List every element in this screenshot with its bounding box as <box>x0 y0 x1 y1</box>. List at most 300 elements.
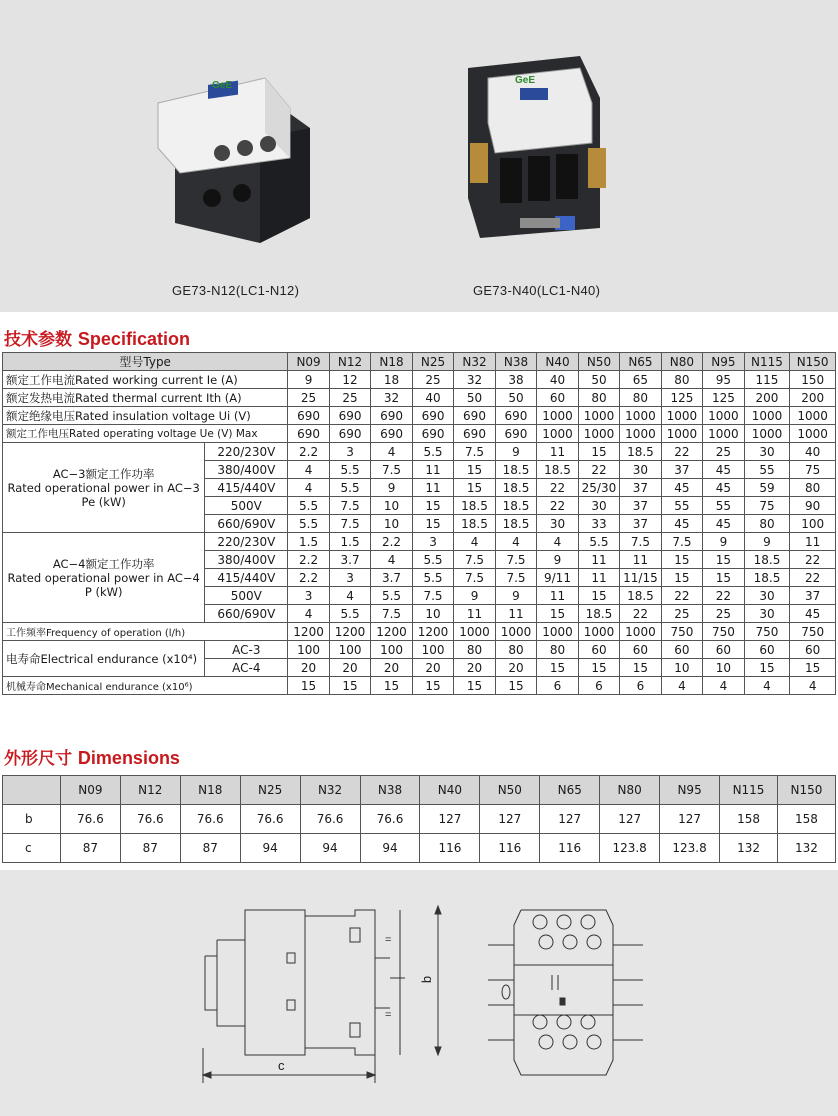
ac4-group-label <box>3 533 205 623</box>
value-cell: 4 <box>454 533 495 551</box>
ac3-row <box>3 443 836 461</box>
value-cell: 750 <box>703 623 744 641</box>
value-cell: 15 <box>744 659 790 677</box>
value-cell: 690 <box>329 407 370 425</box>
value-cell: 690 <box>412 407 453 425</box>
value-cell: 33 <box>578 515 619 533</box>
value-cell: 132 <box>777 834 835 863</box>
spec-row <box>3 407 836 425</box>
value-cell: 1.5 <box>288 533 329 551</box>
model-header-cell: N65 <box>620 353 661 371</box>
value-cell: 1200 <box>412 623 453 641</box>
value-cell: 100 <box>412 641 453 659</box>
value-cell: 15 <box>790 659 836 677</box>
value-cell: 5.5 <box>329 605 370 623</box>
electrical-sub: AC-4 <box>205 659 288 677</box>
value-cell: 55 <box>744 461 790 479</box>
value-cell: 45 <box>703 515 744 533</box>
brand-logo: GeE <box>212 80 233 91</box>
value-cell: 22 <box>703 587 744 605</box>
ac3-label-cn: AC−3额定工作功率 <box>52 466 155 481</box>
value-cell: 3.7 <box>371 569 412 587</box>
value-cell: 690 <box>371 425 412 443</box>
value-cell: 80 <box>537 641 578 659</box>
dimension-b-label: b <box>419 975 435 984</box>
value-cell: 9/11 <box>537 569 578 587</box>
value-cell: 25 <box>703 443 744 461</box>
row-label: 额定绝缘电压Rated insulation voltage Ui (V) <box>3 407 288 425</box>
value-cell: 1000 <box>620 623 661 641</box>
value-cell: 15 <box>537 659 578 677</box>
value-cell: 100 <box>329 641 370 659</box>
model-header-cell: N50 <box>578 353 619 371</box>
value-cell: 5.5 <box>371 587 412 605</box>
voltage-cell: 380/400V <box>205 461 288 479</box>
value-cell: 15 <box>703 551 744 569</box>
value-cell: 37 <box>661 461 702 479</box>
value-cell: 200 <box>790 389 836 407</box>
value-cell: 11 <box>537 587 578 605</box>
value-cell: 9 <box>371 479 412 497</box>
value-cell: 15 <box>454 677 495 695</box>
value-cell: 2.2 <box>371 533 412 551</box>
value-cell: 22 <box>537 497 578 515</box>
value-cell: 15 <box>454 461 495 479</box>
value-cell: 4 <box>288 479 329 497</box>
value-cell: 50 <box>454 389 495 407</box>
value-cell: 4 <box>661 677 702 695</box>
row-label: 额定工作电流Rated working current Ie (A) <box>3 371 288 389</box>
value-cell: 150 <box>790 371 836 389</box>
spec-section-title <box>4 325 190 350</box>
value-cell: 1000 <box>537 623 578 641</box>
value-cell: 20 <box>329 659 370 677</box>
value-cell: 116 <box>420 834 480 863</box>
value-cell: 94 <box>360 834 420 863</box>
value-cell: 750 <box>661 623 702 641</box>
dim-model-header: N50 <box>480 776 540 805</box>
value-cell: 22 <box>537 479 578 497</box>
value-cell: 18.5 <box>620 587 661 605</box>
value-cell: 690 <box>495 407 536 425</box>
dimension-drawing-band <box>0 870 838 1116</box>
value-cell: 80 <box>661 371 702 389</box>
value-cell: 75 <box>790 461 836 479</box>
value-cell: 1000 <box>537 425 578 443</box>
electrical-sub: AC-3 <box>205 641 288 659</box>
dim-model-header: N65 <box>540 776 600 805</box>
value-cell: 94 <box>240 834 300 863</box>
value-cell: 20 <box>495 659 536 677</box>
value-cell: 50 <box>495 389 536 407</box>
value-cell: 10 <box>661 659 702 677</box>
value-cell: 80 <box>620 389 661 407</box>
spec-row <box>3 371 836 389</box>
value-cell: 80 <box>790 479 836 497</box>
value-cell: 20 <box>454 659 495 677</box>
value-cell: 4 <box>703 677 744 695</box>
side-view-drawing <box>195 888 455 1103</box>
value-cell: 37 <box>620 515 661 533</box>
dim-header-row <box>3 776 836 805</box>
value-cell: 1000 <box>578 425 619 443</box>
dim-corner-cell <box>3 776 61 805</box>
value-cell: 750 <box>744 623 790 641</box>
value-cell: 87 <box>180 834 240 863</box>
value-cell: 100 <box>790 515 836 533</box>
value-cell: 18.5 <box>620 443 661 461</box>
product-photo-band <box>0 0 838 312</box>
value-cell: 10 <box>412 605 453 623</box>
value-cell: 4 <box>288 605 329 623</box>
value-cell: 15 <box>661 569 702 587</box>
model-header-cell: N38 <box>495 353 536 371</box>
value-cell: 690 <box>288 425 329 443</box>
value-cell: 6 <box>620 677 661 695</box>
dim-model-header: N09 <box>60 776 120 805</box>
value-cell: 18.5 <box>454 497 495 515</box>
dimension-c-label: c <box>278 1058 285 1073</box>
value-cell: 76.6 <box>180 805 240 834</box>
voltage-cell: 660/690V <box>205 605 288 623</box>
value-cell: 7.5 <box>371 605 412 623</box>
value-cell: 38 <box>495 371 536 389</box>
dim-row-label: b <box>3 805 61 834</box>
value-cell: 11 <box>790 533 836 551</box>
value-cell: 1000 <box>744 425 790 443</box>
value-cell: 5.5 <box>412 551 453 569</box>
value-cell: 9 <box>495 587 536 605</box>
value-cell: 9 <box>744 533 790 551</box>
value-cell: 11 <box>620 551 661 569</box>
model-header-cell: N32 <box>454 353 495 371</box>
spec-row <box>3 425 836 443</box>
spec-header-row <box>3 353 836 371</box>
frequency-label: 工作频率Frequency of operation (l/h) <box>3 623 288 641</box>
value-cell: 1000 <box>578 407 619 425</box>
value-cell: 60 <box>620 641 661 659</box>
value-cell: 9 <box>454 587 495 605</box>
value-cell: 1000 <box>790 425 836 443</box>
value-cell: 158 <box>777 805 835 834</box>
value-cell: 11 <box>578 551 619 569</box>
value-cell: 11 <box>454 605 495 623</box>
contactor-n40-image <box>460 48 620 253</box>
value-cell: 25 <box>412 371 453 389</box>
value-cell: 18.5 <box>744 551 790 569</box>
value-cell: 60 <box>661 641 702 659</box>
value-cell: 6 <box>578 677 619 695</box>
value-cell: 76.6 <box>120 805 180 834</box>
value-cell: 5.5 <box>288 515 329 533</box>
value-cell: 115 <box>744 371 790 389</box>
value-cell: 45 <box>703 479 744 497</box>
value-cell: 100 <box>371 641 412 659</box>
dim-model-header: N38 <box>360 776 420 805</box>
value-cell: 7.5 <box>412 587 453 605</box>
value-cell: 158 <box>720 805 778 834</box>
value-cell: 6 <box>537 677 578 695</box>
value-cell: 30 <box>744 587 790 605</box>
dim-title-cn: 外形尺寸 <box>4 749 78 769</box>
value-cell: 25 <box>661 605 702 623</box>
value-cell: 60 <box>537 389 578 407</box>
value-cell: 7.5 <box>620 533 661 551</box>
value-cell: 25/30 <box>578 479 619 497</box>
mechanical-label: 机械寿命Mechanical endurance (x10⁶) <box>3 677 288 695</box>
value-cell: 15 <box>537 605 578 623</box>
value-cell: 60 <box>790 641 836 659</box>
value-cell: 18.5 <box>495 461 536 479</box>
ac3-label-en: Rated operational power in AC−3 Pe (kW) <box>7 480 200 509</box>
value-cell: 750 <box>790 623 836 641</box>
value-cell: 50 <box>578 371 619 389</box>
value-cell: 690 <box>288 407 329 425</box>
value-cell: 76.6 <box>240 805 300 834</box>
value-cell: 11/15 <box>620 569 661 587</box>
value-cell: 22 <box>578 461 619 479</box>
value-cell: 127 <box>420 805 480 834</box>
value-cell: 4 <box>790 677 836 695</box>
value-cell: 18.5 <box>537 461 578 479</box>
value-cell: 127 <box>540 805 600 834</box>
dim-section-title <box>4 744 180 769</box>
value-cell: 1000 <box>620 407 661 425</box>
value-cell: 1000 <box>703 407 744 425</box>
spec-title-cn: 技术参数 <box>4 330 78 350</box>
model-header-cell: N95 <box>703 353 744 371</box>
value-cell: 18.5 <box>454 515 495 533</box>
value-cell: 10 <box>703 659 744 677</box>
model-header-cell: N80 <box>661 353 702 371</box>
model-header-cell: N40 <box>537 353 578 371</box>
dim-model-header: N80 <box>600 776 660 805</box>
electrical-row <box>3 641 836 659</box>
value-cell: 15 <box>288 677 329 695</box>
dim-row-label: c <box>3 834 61 863</box>
model-header-cell: N18 <box>371 353 412 371</box>
dim-model-header: N32 <box>300 776 360 805</box>
value-cell: 45 <box>703 461 744 479</box>
model-header-cell: N25 <box>412 353 453 371</box>
value-cell: 37 <box>790 587 836 605</box>
type-header-cell: 型号Type <box>3 353 288 371</box>
value-cell: 11 <box>495 605 536 623</box>
value-cell: 15 <box>703 569 744 587</box>
value-cell: 18.5 <box>495 479 536 497</box>
value-cell: 4 <box>288 461 329 479</box>
voltage-cell: 660/690V <box>205 515 288 533</box>
value-cell: 9 <box>537 551 578 569</box>
dim-model-header: N40 <box>420 776 480 805</box>
value-cell: 5.5 <box>578 533 619 551</box>
value-cell: 116 <box>540 834 600 863</box>
value-cell: 7.5 <box>495 569 536 587</box>
value-cell: 30 <box>537 515 578 533</box>
value-cell: 127 <box>480 805 540 834</box>
value-cell: 1000 <box>578 623 619 641</box>
value-cell: 15 <box>412 677 453 695</box>
value-cell: 3 <box>412 533 453 551</box>
voltage-cell: 415/440V <box>205 479 288 497</box>
value-cell: 12 <box>329 371 370 389</box>
value-cell: 127 <box>660 805 720 834</box>
value-cell: 30 <box>578 497 619 515</box>
value-cell: 100 <box>288 641 329 659</box>
value-cell: 2.2 <box>288 569 329 587</box>
value-cell: 9 <box>288 371 329 389</box>
value-cell: 9 <box>495 443 536 461</box>
value-cell: 7.5 <box>454 551 495 569</box>
value-cell: 1000 <box>620 425 661 443</box>
value-cell: 95 <box>703 371 744 389</box>
value-cell: 25 <box>288 389 329 407</box>
electrical-label: 电寿命Electrical endurance (x10⁴) <box>3 641 205 677</box>
value-cell: 80 <box>454 641 495 659</box>
value-cell: 60 <box>578 641 619 659</box>
value-cell: 1000 <box>661 407 702 425</box>
dim-model-header: N95 <box>660 776 720 805</box>
voltage-cell: 500V <box>205 587 288 605</box>
value-cell: 1000 <box>537 407 578 425</box>
value-cell: 15 <box>412 497 453 515</box>
row-label: 额定发热电流Rated thermal current Ith (A) <box>3 389 288 407</box>
value-cell: 1000 <box>703 425 744 443</box>
value-cell: 1000 <box>495 623 536 641</box>
voltage-cell: 500V <box>205 497 288 515</box>
value-cell: 18.5 <box>495 497 536 515</box>
value-cell: 76.6 <box>360 805 420 834</box>
value-cell: 22 <box>661 587 702 605</box>
value-cell: 5.5 <box>288 497 329 515</box>
value-cell: 4 <box>495 533 536 551</box>
value-cell: 80 <box>744 515 790 533</box>
value-cell: 1200 <box>288 623 329 641</box>
dim-model-header: N18 <box>180 776 240 805</box>
mechanical-row <box>3 677 836 695</box>
value-cell: 15 <box>620 659 661 677</box>
row-label: 额定工作电压Rated operating voltage Ue (V) Max <box>3 425 288 443</box>
svg-text:=: = <box>385 934 392 946</box>
value-cell: 5.5 <box>329 479 370 497</box>
value-cell: 32 <box>371 389 412 407</box>
dimensions-table <box>2 775 836 863</box>
value-cell: 15 <box>371 677 412 695</box>
value-cell: 20 <box>288 659 329 677</box>
value-cell: 11 <box>537 443 578 461</box>
value-cell: 87 <box>120 834 180 863</box>
value-cell: 3.7 <box>329 551 370 569</box>
value-cell: 7.5 <box>454 569 495 587</box>
value-cell: 690 <box>454 425 495 443</box>
value-cell: 132 <box>720 834 778 863</box>
value-cell: 690 <box>495 425 536 443</box>
value-cell: 30 <box>744 605 790 623</box>
value-cell: 30 <box>744 443 790 461</box>
value-cell: 3 <box>288 587 329 605</box>
value-cell: 123.8 <box>600 834 660 863</box>
value-cell: 55 <box>703 497 744 515</box>
value-cell: 1200 <box>329 623 370 641</box>
value-cell: 690 <box>412 425 453 443</box>
value-cell: 4 <box>537 533 578 551</box>
value-cell: 11 <box>578 569 619 587</box>
value-cell: 22 <box>790 569 836 587</box>
value-cell: 40 <box>537 371 578 389</box>
value-cell: 1200 <box>371 623 412 641</box>
product-caption-n12: GE73-N12(LC1-N12) <box>172 283 300 298</box>
value-cell: 15 <box>329 677 370 695</box>
value-cell: 11 <box>412 461 453 479</box>
value-cell: 15 <box>578 443 619 461</box>
voltage-cell: 220/230V <box>205 443 288 461</box>
value-cell: 15 <box>661 551 702 569</box>
value-cell: 18.5 <box>744 569 790 587</box>
value-cell: 5.5 <box>412 443 453 461</box>
value-cell: 1.5 <box>329 533 370 551</box>
value-cell: 690 <box>371 407 412 425</box>
voltage-cell: 415/440V <box>205 569 288 587</box>
value-cell: 45 <box>790 605 836 623</box>
value-cell: 15 <box>495 677 536 695</box>
value-cell: 22 <box>661 443 702 461</box>
value-cell: 60 <box>744 641 790 659</box>
dim-row <box>3 805 836 834</box>
value-cell: 4 <box>329 587 370 605</box>
value-cell: 4 <box>371 551 412 569</box>
value-cell: 76.6 <box>60 805 120 834</box>
dim-title-en: Dimensions <box>77 748 180 768</box>
value-cell: 18 <box>371 371 412 389</box>
value-cell: 123.8 <box>660 834 720 863</box>
value-cell: 690 <box>454 407 495 425</box>
value-cell: 59 <box>744 479 790 497</box>
dim-model-header: N150 <box>777 776 835 805</box>
spec-title-en: Specification <box>77 329 190 349</box>
ac3-group-label <box>3 443 205 533</box>
value-cell: 9 <box>703 533 744 551</box>
value-cell: 116 <box>480 834 540 863</box>
value-cell: 15 <box>412 515 453 533</box>
value-cell: 15 <box>578 587 619 605</box>
value-cell: 25 <box>703 605 744 623</box>
value-cell: 7.5 <box>454 443 495 461</box>
value-cell: 10 <box>371 515 412 533</box>
value-cell: 45 <box>661 479 702 497</box>
value-cell: 40 <box>412 389 453 407</box>
value-cell: 40 <box>790 443 836 461</box>
contactor-n12-image <box>150 48 320 248</box>
model-header-cell: N12 <box>329 353 370 371</box>
model-header-cell: N09 <box>288 353 329 371</box>
dim-model-header: N25 <box>240 776 300 805</box>
value-cell: 2.2 <box>288 551 329 569</box>
value-cell: 55 <box>661 497 702 515</box>
value-cell: 22 <box>790 551 836 569</box>
value-cell: 7.5 <box>495 551 536 569</box>
value-cell: 1000 <box>454 623 495 641</box>
ac4-label-en: Rated operational power in AC−4 P (kW) <box>7 570 200 599</box>
value-cell: 90 <box>790 497 836 515</box>
voltage-cell: 380/400V <box>205 551 288 569</box>
value-cell: 1000 <box>790 407 836 425</box>
value-cell: 22 <box>620 605 661 623</box>
value-cell: 80 <box>495 641 536 659</box>
value-cell: 7.5 <box>329 515 370 533</box>
value-cell: 5.5 <box>412 569 453 587</box>
value-cell: 127 <box>600 805 660 834</box>
value-cell: 32 <box>454 371 495 389</box>
